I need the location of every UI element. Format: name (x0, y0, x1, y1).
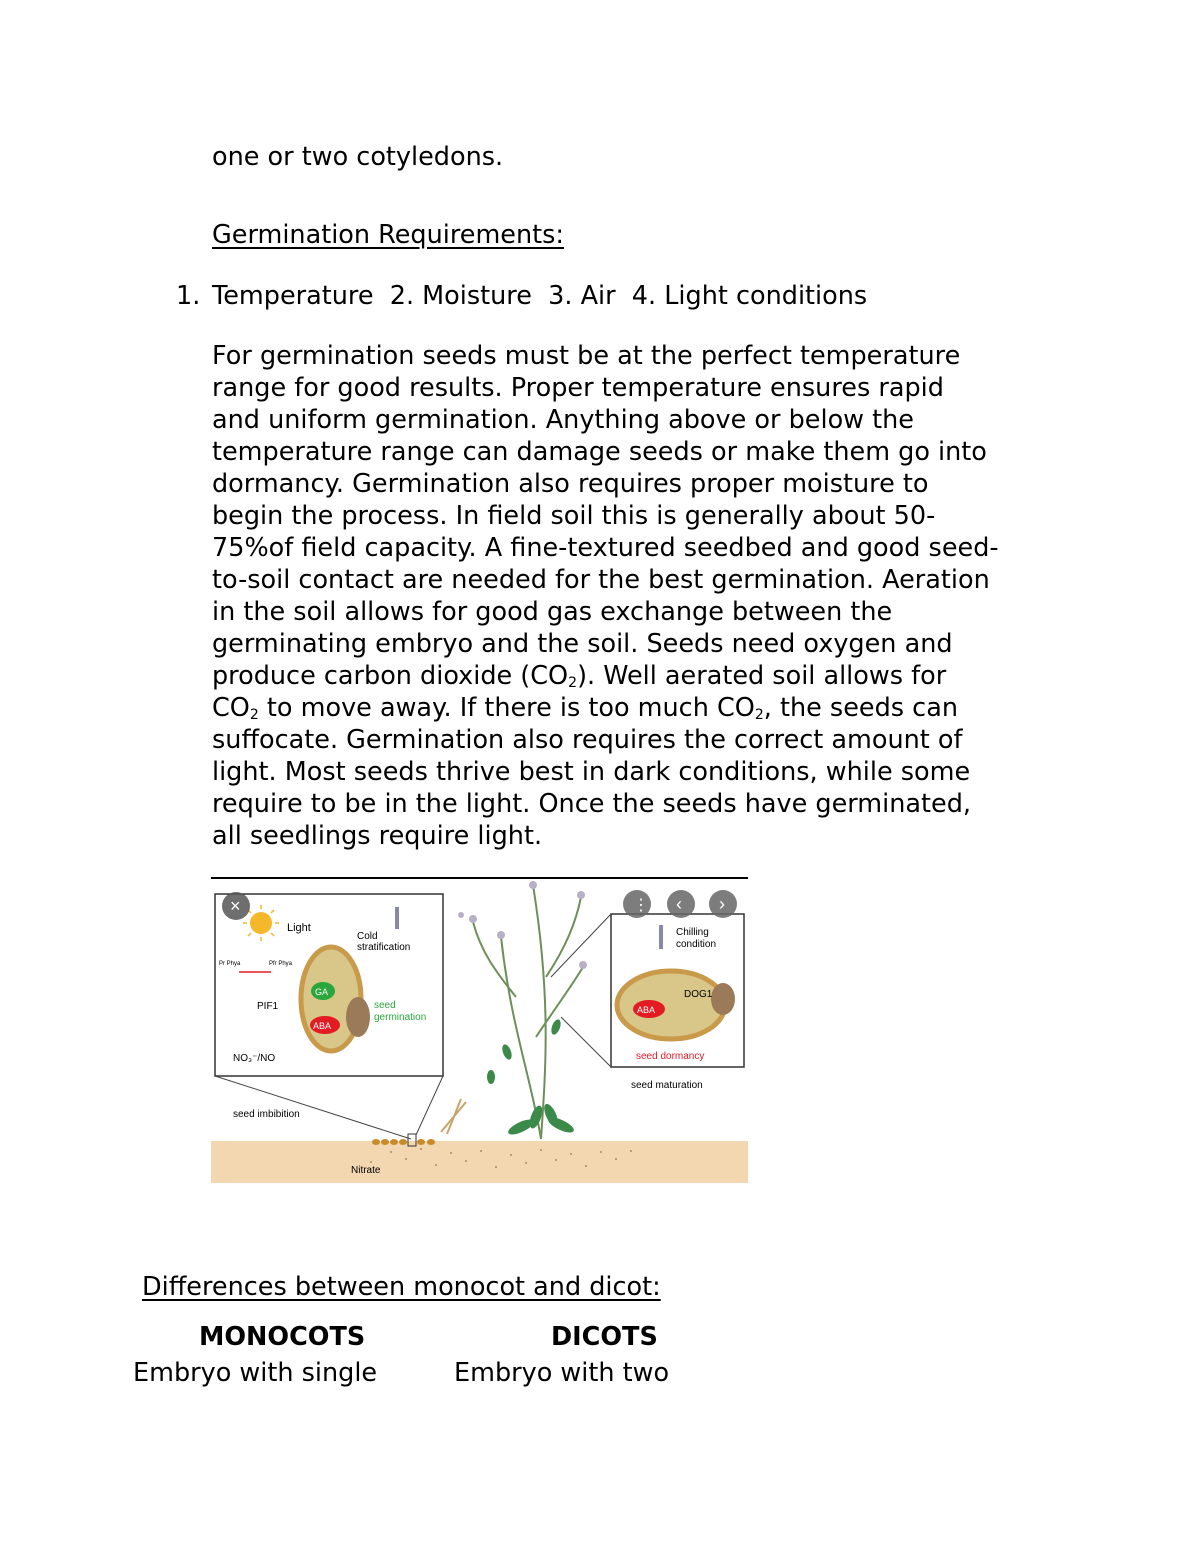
list-number: 1. (176, 281, 201, 311)
paragraph-line: to-soil contact are needed for the best germination. Aeration (212, 565, 990, 595)
paragraph-line: range for good results. Proper temperature ensures rapid (212, 373, 944, 403)
paragraph-line: dormancy. Germination also requires proper moisture to (212, 469, 929, 499)
sun-icon (250, 912, 272, 934)
paragraph-line: temperature range can damage seeds or make them go into (212, 437, 987, 467)
paragraph-line: 75%of field capacity. A fine-textured seedbed and good seed- (212, 533, 999, 563)
svg-text:Light: Light (287, 922, 311, 934)
svg-text:condition: condition (676, 939, 717, 950)
paragraph-line: all seedlings require light. (212, 821, 543, 851)
paragraph-line: begin the process. In field soil this is generally about 50- (212, 501, 936, 531)
svg-text:⋮: ⋮ (633, 897, 649, 914)
seed-diagram (301, 947, 361, 1051)
svg-text:Pr Phya: Pr Phya (219, 961, 241, 967)
svg-text:seed dormancy: seed dormancy (636, 1051, 705, 1062)
paragraph-line: produce carbon dioxide $(CO_2)$. Well aerated soil allows for (212, 661, 947, 691)
svg-text:stratification: stratification (357, 942, 411, 953)
svg-text:ABA: ABA (637, 1005, 656, 1015)
svg-text:seed maturation: seed maturation (631, 1080, 703, 1091)
svg-text:germination: germination (374, 1012, 427, 1023)
soil-band (211, 1141, 748, 1183)
svg-text:Pfr Phya: Pfr Phya (269, 961, 293, 967)
paragraph-line: suffocate. Germination also requires the correct amount of (212, 725, 963, 755)
svg-text:PIF1: PIF1 (257, 1001, 279, 1012)
monocots-title: MONOCOTS (199, 1322, 366, 1352)
seed-germination-figure (211, 877, 748, 1183)
svg-text:Chilling: Chilling (676, 927, 709, 938)
dicots-text: Embryo with two (454, 1358, 670, 1388)
monocots-text: Embryo with single (133, 1358, 378, 1388)
paragraph-line: light. Most seeds thrive best in dark conditions, while some (212, 757, 971, 787)
svg-text:Nitrate: Nitrate (351, 1165, 381, 1176)
svg-text:‹: ‹ (676, 894, 682, 914)
svg-text:›: › (719, 894, 725, 914)
dicots-title: DICOTS (551, 1322, 658, 1352)
paragraph-line: For germination seeds must be at the perfect temperature (212, 341, 961, 371)
svg-text:seed imbibition: seed imbibition (233, 1109, 300, 1120)
paragraph-line: $CO_2$ to move away. If there is too much $CO_2$, the seeds can (212, 693, 958, 723)
svg-text:NO₃⁻/NO: NO₃⁻/NO (233, 1053, 276, 1064)
svg-text:GA: GA (315, 987, 329, 997)
germination-paragraph (212, 340, 1072, 852)
intro-line: one or two cotyledons. (212, 142, 504, 172)
svg-text:DOG1: DOG1 (684, 989, 713, 1000)
paragraph-line: require to be in the light. Once the seeds have germinated, (212, 789, 971, 819)
svg-text:ABA: ABA (313, 1021, 332, 1031)
paragraph-line: in the soil allows for good gas exchange between the (212, 597, 893, 627)
differences-heading: Differences between monocot and dicot: (142, 1272, 661, 1302)
paragraph-line: germinating embryo and the soil. Seeds need oxygen and (212, 629, 953, 659)
requirements-list-item: Temperature 2. Moisture 3. Air 4. Light conditions (212, 281, 868, 311)
svg-text:seed: seed (374, 1000, 396, 1011)
paragraph-line: and uniform germination. Anything above or below the (212, 405, 914, 435)
svg-text:×: × (230, 896, 241, 916)
germination-heading: Germination Requirements: (212, 220, 565, 250)
svg-text:Cold: Cold (357, 931, 378, 942)
